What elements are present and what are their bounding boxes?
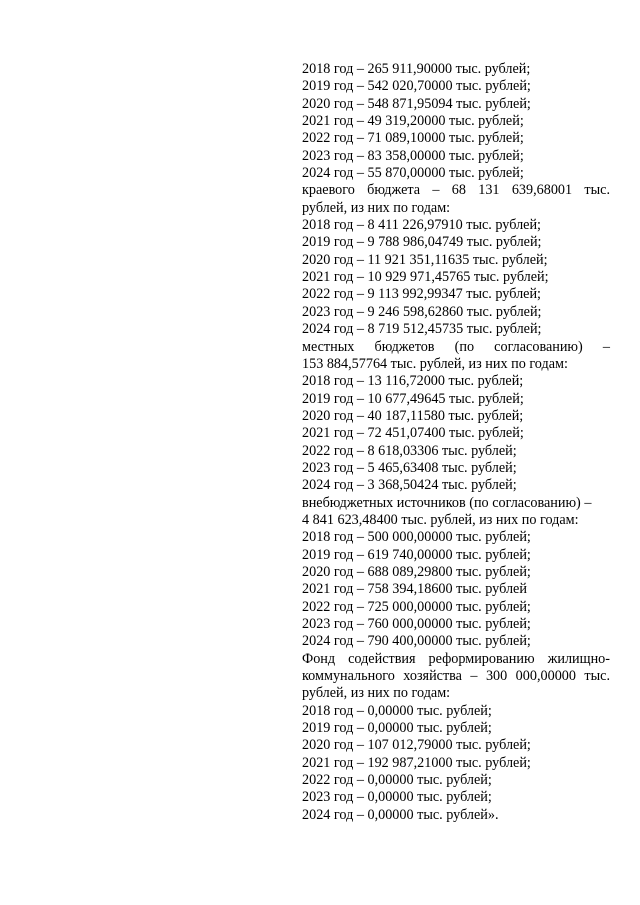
local-year-2018: 2018 год – 13 116,72000 тыс. рублей; <box>302 373 524 390</box>
extrabudgetary-year-2020: 2020 год – 688 089,29800 тыс. рублей; <box>302 563 531 580</box>
extrabudgetary-year-2018: 2018 год – 500 000,00000 тыс. рублей; <box>302 529 531 546</box>
extrabudgetary-year-2021: 2021 год – 758 394,18600 тыс. рублей <box>302 581 527 598</box>
extrabudgetary-year-2024: 2024 год – 790 400,00000 тыс. рублей; <box>302 633 531 650</box>
funding-text-column <box>302 61 610 824</box>
local-year-2021: 2021 год – 72 451,07400 тыс. рублей; <box>302 425 524 442</box>
regional-budget-heading-cont: рублей, из них по годам: <box>302 199 451 216</box>
federal-year-2023: 2023 год – 83 358,00000 тыс. рублей; <box>302 147 524 164</box>
fund-heading-cont: коммунального хозяйства – 300 000,00000 тыс. <box>302 668 610 685</box>
fund-year-2022: 2022 год – 0,00000 тыс. рублей; <box>302 772 492 789</box>
local-year-2022: 2022 год – 8 618,03306 тыс. рублей; <box>302 442 517 459</box>
regional-year-2020: 2020 год – 11 921 351,11635 тыс. рублей; <box>302 251 548 268</box>
federal-year-2022: 2022 год – 71 089,10000 тыс. рублей; <box>302 130 524 147</box>
local-budget-heading-cont: 153 884,57764 тыс. рублей, из них по годам: <box>302 355 568 372</box>
regional-year-2023: 2023 год – 9 246 598,62860 тыс. рублей; <box>302 303 542 320</box>
extrabudgetary-heading: внебюджетных источников (по согласованию) – <box>302 494 592 511</box>
regional-year-2024: 2024 год – 8 719 512,45735 тыс. рублей; <box>302 321 542 338</box>
fund-year-2021: 2021 год – 192 987,21000 тыс. рублей; <box>302 754 531 771</box>
local-budget-heading: местных бюджетов (по согласованию) – <box>302 338 610 355</box>
fund-year-2024: 2024 год – 0,00000 тыс. рублей». <box>302 806 499 823</box>
local-year-2023: 2023 год – 5 465,63408 тыс. рублей; <box>302 459 517 476</box>
fund-year-2018: 2018 год – 0,00000 тыс. рублей; <box>302 702 492 719</box>
federal-year-2021: 2021 год – 49 319,20000 тыс. рублей; <box>302 113 524 130</box>
regional-year-2019: 2019 год – 9 788 986,04749 тыс. рублей; <box>302 234 542 251</box>
federal-year-2019: 2019 год – 542 020,70000 тыс. рублей; <box>302 78 531 95</box>
extrabudgetary-year-2019: 2019 год – 619 740,00000 тыс. рублей; <box>302 546 531 563</box>
regional-budget-heading: краевого бюджета – 68 131 639,68001 тыс. <box>302 182 610 199</box>
fund-heading: Фонд содействия реформированию жилищно- <box>302 650 610 667</box>
extrabudgetary-year-2022: 2022 год – 725 000,00000 тыс. рублей; <box>302 598 531 615</box>
federal-year-2020: 2020 год – 548 871,95094 тыс. рублей; <box>302 95 531 112</box>
local-year-2019: 2019 год – 10 677,49645 тыс. рублей; <box>302 390 524 407</box>
local-year-2020: 2020 год – 40 187,11580 тыс. рублей; <box>302 407 524 424</box>
fund-year-2020: 2020 год – 107 012,79000 тыс. рублей; <box>302 737 531 754</box>
regional-year-2021: 2021 год – 10 929 971,45765 тыс. рублей; <box>302 269 549 286</box>
extrabudgetary-year-2023: 2023 год – 760 000,00000 тыс. рублей; <box>302 616 531 632</box>
fund-heading-cont2: рублей, из них по годам: <box>302 685 451 702</box>
federal-year-2018: 2018 год – 265 911,90000 тыс. рублей; <box>302 61 531 77</box>
fund-year-2019: 2019 год – 0,00000 тыс. рублей; <box>302 720 492 737</box>
local-year-2024: 2024 год – 3 368,50424 тыс. рублей; <box>302 477 517 494</box>
regional-year-2018: 2018 год – 8 411 226,97910 тыс. рублей; <box>302 217 541 234</box>
federal-year-2024: 2024 год – 55 870,00000 тыс. рублей; <box>302 165 524 182</box>
fund-year-2023: 2023 год – 0,00000 тыс. рублей; <box>302 789 492 806</box>
regional-year-2022: 2022 год – 9 113 992,99347 тыс. рублей; <box>302 286 541 303</box>
extrabudgetary-heading-cont: 4 841 623,48400 тыс. рублей, из них по годам: <box>302 511 579 528</box>
